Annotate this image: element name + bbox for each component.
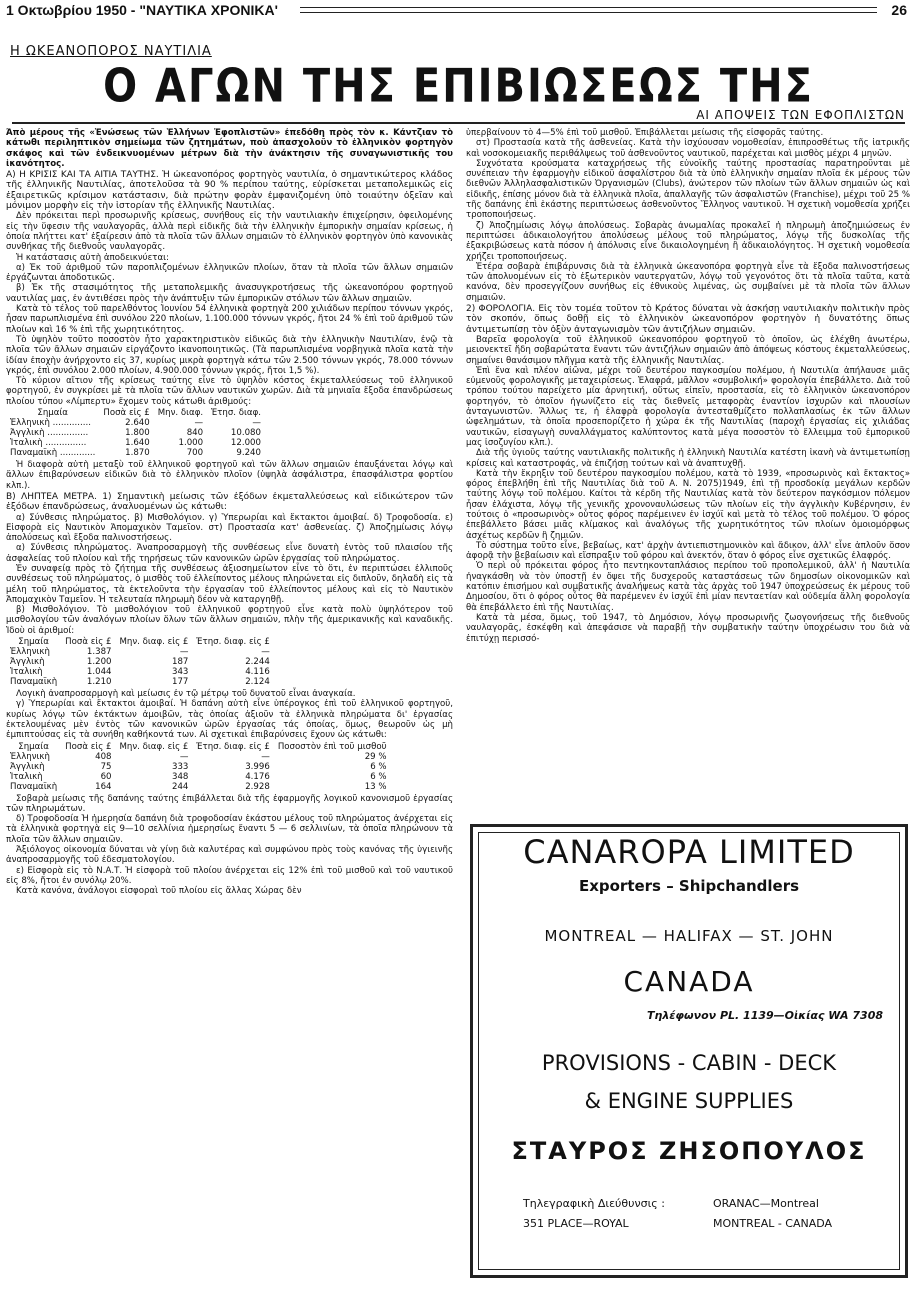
- table-cell: —: [194, 418, 204, 429]
- table-row: [6, 782, 391, 792]
- ad-city-line: MONTREAL - CANADA: [713, 1217, 833, 1230]
- table-row: [6, 657, 274, 667]
- table-cell: 700: [186, 448, 204, 459]
- table-cell: 1.044: [86, 667, 112, 678]
- table-row: [6, 448, 265, 458]
- table-row: [6, 677, 274, 687]
- right-paragraph-11: Τὸ σύστημα τοῦτο εἶνε, βεβαίως, κατ' ἀρχὴν ἀντιεπιστημονικὸν καὶ ἄδικον, ἀλλ' εἶνε ἁπλοῦν ὅσον ἀφορᾷ τὴν βεβαίωσιν καὶ εἴσπραξιν τοῦ φόρου καὶ ἀνεκτόν, ὅταν ὁ φόρος εἶνε σχετικῶς ἐλαφρός.: [466, 540, 910, 562]
- table-cell: 1.387: [86, 647, 112, 658]
- table-header: Μην. διαφ. εἰς £: [119, 741, 189, 752]
- ad-telegraph-label: Τηλεγραφικὴ Διεύθυνσις :: [523, 1197, 665, 1210]
- left-paragraph-9: Ἡ διαφορὰ αὐτὴ μεταξὺ τοῦ ἑλληνικοῦ φορτηγοῦ καὶ τῶν ἄλλων σημαιῶν ἐπαυξάνεται λόγῳ καὶ ἄλλων ἐπιβαρύνσεων εἰδικῶν διὰ τὸ ἑλληνικὸν πλοῖον (ὑψηλὰ ἀσφάλιστρα, ἐπασφάλιστρα φορτίου κλπ.).: [6, 460, 453, 491]
- table-header: Ἐτησ. διαφ. εἰς £: [196, 741, 270, 752]
- table-cell: 244: [172, 781, 189, 792]
- left-paragraph-20: ε) Εἰσφορὰ εἰς τὸ Ν.Α.Τ. Ἡ εἰσφορὰ τοῦ πλοίου ἀνέρχεται εἰς 12% ἐπὶ τοῦ μισθοῦ καὶ τοῦ ναυτικοῦ εἰς 8%, ἤτοι ἐν συνόλῳ 20%.: [6, 865, 453, 886]
- ad-company-name: CANAROPA LIMITED: [523, 833, 855, 871]
- table-cell: Ἑλληνικὴ: [10, 751, 50, 762]
- table-header: Ἐτησ. διαφ. εἰς £: [196, 637, 270, 648]
- ad-telegraph-value: ORANAC—Montreal: [713, 1197, 819, 1210]
- table-cell: 9.240: [236, 448, 261, 459]
- salary-table: [6, 637, 274, 687]
- table-cell: 12.000: [230, 438, 261, 449]
- left-paragraph-12: α) Σύνθεσις πληρώματος. Ἀναπροσαρμογὴ τῆς συνθέσεως εἶνε δυνατὴ ἐντὸς τοῦ πλαισίου τῆς ἀσφαλείας τοῦ πλοίου καὶ τῆς τηρήσεως τῶν κανονικῶν ὡρῶν ἐργασίας τοῦ πληρώματος.: [6, 543, 453, 564]
- page-number: 26: [891, 2, 907, 18]
- table-header: Μην. διαφ.: [157, 408, 204, 419]
- table-cell: 177: [172, 677, 189, 688]
- table-cell: Ἰταλικὴ: [10, 667, 43, 678]
- table-row: [6, 428, 265, 438]
- left-column: [6, 128, 453, 1278]
- table-cell: 408: [95, 751, 112, 762]
- left-paragraph-21: Κατὰ κανόνα, ἀνάλογοι εἰσφοραὶ τοῦ πλοίου εἰς ἄλλας Χώρας δὲν: [16, 886, 302, 897]
- table-row: [6, 762, 391, 772]
- right-paragraph-7: Βαρεῖα φορολογία τοῦ ἑλληνικοῦ ὠκεανοπόρου φορτηγοῦ τὸ ὁποῖον, ὡς ἐλέχθη ἀνωτέρω, μειονεκτεῖ ἤδη σοβαρώτατα ἔναντι τῶν ἀντιζήλων σημαιῶν ἀπὸ ἀπόψεως κόστους ἐκμεταλλεύσεως, σημαίνει θανάσιμον πλῆγμα κατὰ τῆς ἑλληνικῆς Ναυτιλίας.: [466, 334, 910, 366]
- table-cell: 1.210: [86, 677, 112, 688]
- right-column: [466, 128, 910, 814]
- ad-street: 351 PLACE—ROYAL: [523, 1217, 629, 1230]
- table-cell: 4.176: [245, 771, 270, 782]
- table-cell: 6 %: [370, 771, 387, 782]
- ad-phone: Τηλέφωνον PL. 1139—Οἰκίας WA 7308: [647, 1009, 883, 1022]
- table-cell: 187: [172, 657, 189, 668]
- table-cell: 2.928: [245, 781, 270, 792]
- table-header: Ποσὰ εἰς £: [103, 408, 150, 419]
- table-cell: —: [252, 418, 261, 429]
- left-paragraph-6: Κατὰ τὸ τέλος τοῦ παρελθόντος Ἰουνίου 54 ἑλληνικὰ φορτηγὰ 200 χιλιάδων περίπου τόννων γκρός, ἦσαν παρωπλισμένα ἐπὶ συνόλου 220 πλοίων, 1.100.000 τόννων γκρός, ἤτοι 24 % ἐπὶ τοῦ ἀριθμοῦ τῶν πλοίων καὶ 16 % ἐπὶ τῆς χωρητικότητος.: [6, 304, 453, 335]
- lead-paragraph: Ἀπὸ μέρους τῆς «Ἑνώσεως τῶν Ἑλλήνων Ἐφοπλιστῶν» ἐπεδόθη πρὸς τὸν κ. Κάντζιαν τὸ κάτωθι περιληπτικὸν σημείωμα τῶν ζητημάτων, ποὺ ἀπασχολοῦν τὸ ἑλληνικὸν φορτηγὸν σκάφος καὶ τῶν ἐνδεικνυομένων μέτρων διὰ τὴν ἀνάκτησιν τῆς συναγωνιστικῆς του ἱκανότητος.: [6, 128, 453, 169]
- right-paragraph-13: Κατὰ τὰ μέσα, ὅμως, τοῦ 1947, τὸ Δημόσιον, λόγῳ προσωρινῆς ζωογονήσεως τῆς διεθνοῦς ναυλαγορᾶς, ἐσκέφθη καὶ ἀπεφάσισε νὰ παραβῇ τὴν συμβατικὴν ταύτην ὑποχρέωσιν του διὰ νὰ ἐπιτύχῃ περισσό-: [466, 612, 910, 644]
- table-cell: Παναμαϊκὴ .............: [10, 448, 96, 459]
- table-cell: 164: [95, 781, 112, 792]
- ad-owner-name: ΣΤΑΥΡΟΣ ΖΗΣΟΠΟΥΛΟΣ: [511, 1137, 867, 1165]
- left-paragraph-5: β) Ἐκ τῆς στασιμότητος τῆς μεταπολεμικῆς ἀνασυγκροτήσεως τῆς ὠκεανοπόρου φορτηγοῦ ναυτιλίας μας, ἐν ἀντιθέσει πρὸς τὴν ἀνάπτυξιν τῶν ἐμπορικῶν στόλων τῶν ἄλλων σημαιῶν.: [6, 283, 453, 304]
- table-row: [6, 752, 391, 762]
- table-header: Ποσὰ εἰς £: [65, 741, 112, 752]
- table-header: Σημαία: [37, 408, 68, 419]
- table-header: Ποσοστὸν ἐπὶ τοῦ μισθοῦ: [277, 741, 387, 752]
- left-paragraph-11: α) Σύνθεσις πληρώματος. β) Μισθολόγιον. γ) Ὑπερωρίαι καὶ ἔκτακτοι ἀμοιβαί. δ) Τροφοδοσία. ε) Εἰσφορὰ εἰς Ναυτικὸν Ἀπομαχικὸν Ταμεῖον. στ) Προστασία κατ' ἀσθενείας. ζ) Ἀποζημίωσις λόγῳ ἀπολύσεως καὶ ἔξοδα παλινοστήσεως.: [6, 512, 453, 544]
- right-paragraph-3: Συχνότατα κρούσματα καταχρήσεως τῆς εὐνοϊκῆς ταύτης προστασίας παρατηροῦνται μὲ συνέπειαν τὴν ἐφαρμογὴν εἰδικοῦ ἀσφαλίστρου διὰ τὰ ὑπὸ ἑλληνικὴν σημαίαν πλοῖα ἐκ μέρους τῶν διεθνῶν Ἀλληλασφαλιστικῶν Ὀργανισμῶν (Clubs), ἀνώτερον τῶν πλοίων τῶν ἄλλων σημαιῶν ὡς καὶ εἰδικῆς, ἐπίσης μόνον διὰ τὰ ἑλληνικὰ πλοῖα, ἀπαλλαγῆς τῶν ἀσφαλιστῶν (Franchise), μέχρι τοῦ 25 % τῆς δαπάνης ἐπὶ ἑκάστης περιπτώσεως ἀσθενοῦντος Ἕλληνος ναυτικοῦ. Ἡ σχετικὴ νομοθεσία χρήζει τροποποιήσεως.: [466, 158, 910, 221]
- ad-engine-supplies: & ENGINE SUPPLIES: [584, 1089, 794, 1113]
- table-header: Σημαία: [18, 637, 49, 648]
- left-paragraph-13: Ἐν συναφείᾳ πρὸς τὸ ζήτημα τῆς συνθέσεως ἀξιοσημείωτον εἶνε τὸ ὅτι, ἐν περιπτώσει ἐλλιποῦς συνθέσεως τοῦ πληρώματος, ὁ μισθὸς τοῦ ἐλλείποντος μέλους πληρώνεται εἰς διπλοῦν, δηλαδὴ εἰς τὰ μέλη τοῦ πληρώματος, τὰ ἐκτελοῦντα τὴν ἐργασίαν τοῦ ἐλλείποντος μέλους καὶ εἰς τὸ Ναυτικὸν Ἀπομαχικὸν Ταμεῖον. Ἡ τελευταία πληρωμὴ δέον νὰ καταργηθῇ.: [6, 563, 453, 605]
- crew-cost-table: [6, 408, 265, 458]
- issue-line: 1 Οκτωβρίου 1950 - "ΝΑΥΤΙΚΑ ΧΡΟΝΙΚΑ': [6, 2, 278, 18]
- table-cell: Ἀγγλικὴ ...............: [10, 428, 89, 439]
- left-paragraph-8: Τὸ κύριον αἴτιον τῆς κρίσεως ταύτης εἶνε τὸ ὑψηλὸν κόστος ἐκμεταλλεύσεως τοῦ ἑλληνικοῦ φορτηγοῦ, ἐν συγκρίσει μὲ τὰ πλοῖα τῶν ἄλλων ναυτικῶν χωρῶν. Διὰ τὰ μηνιαῖα ἔξοδα ἐπανδρώσεως πλοίου τύπου «Λίμπερτυ» ἔχομεν τοὺς κάτωθι ἀριθμούς:: [6, 376, 453, 407]
- left-paragraph-4: α) Ἐκ τοῦ ἀριθμοῦ τῶν παροπλιζομένων ἑλληνικῶν πλοίων, ὅταν τὰ πλοῖα τῶν ἄλλων σημαιῶν ἐργάζωνται ἀποδοτικῶς.: [6, 262, 453, 284]
- right-paragraph-12: Ὁ περὶ οὗ πρόκειται φόρος ἦτο πεντηκονταπλάσιος περίπου τοῦ προπολεμικοῦ, ἀλλ' ἡ Ναυτιλία ἠναγκάσθη νὰ τὸν ὑποστῇ ἐν ὄψει τῆς δυσχεροῦς καταστάσεως τῶν δημοσίων οἰκονομικῶν καὶ κατόπιν ἐπισήμου καὶ συμβατικῆς ἀναλήψεως κατὰ τὰς ἀρχὰς τοῦ 1947 ὑποχρεώσεως ἐκ μέρους τοῦ Δημοσίου, ὅτι ὁ φόρος οὗτος θὰ παρέμενεν ἐν ἰσχύϊ ἐπὶ μίαν πενταετίαν καὶ οὐδεμία ἄλλη φορολογία θὰ ἐπεβάλλετο ἐπὶ τῆς Ναυτιλίας.: [466, 561, 910, 613]
- table-cell: Παναμαϊκὴ: [10, 677, 58, 688]
- table-cell: —: [179, 647, 189, 658]
- table-row: [6, 418, 265, 428]
- subheadline-rule: [12, 122, 905, 124]
- table-cell: —: [261, 751, 270, 762]
- left-paragraph-2: Δὲν πρόκειται περὶ προσωρινῆς κρίσεως, συνήθους εἰς τὴν ναυτιλιακὴν ἐπιχείρησιν, ὀφειλομένης εἰς τὴν ὕφεσιν τῆς ναυλαγορᾶς, ἀλλὰ περὶ εἰδικῆς διὰ τὴν ἑλληνικὴν ἐμπορικὴν σημαίαν κρίσεως, ἡ ὁποία πλήττει κατ' ἐξαίρεσιν ἀπὸ τὰ πλοῖα τῶν ἄλλων σημαιῶν τὸ ἑλληνικὸν φορτηγὸν ὑπὸ κανονικὰς συνθήκας τῆς διεθνοῦς ναυλαγορᾶς.: [6, 211, 453, 253]
- table-header: Ἐτησ. διαφ.: [211, 408, 261, 419]
- left-paragraph-15: Λογικὴ ἀναπροσαρμογὴ καὶ μείωσις ἐν τῷ μέτρῳ τοῦ δυνατοῦ εἶναι ἀναγκαία.: [16, 689, 356, 700]
- ad-provisions: PROVISIONS - CABIN - DECK: [541, 1051, 837, 1075]
- right-paragraph-10: Κατὰ τὴν ἔκρηξιν τοῦ δευτέρου παγκοσμίου πολέμου, κατὰ τὸ 1939, «προσωρινὸς καὶ ἔκτακτος» φόρος ἐπεβλήθη ἐπὶ τῆς Ναυτιλίας διὰ τοῦ Α. Ν. 2075)1949, ἐπὶ τῇ προσδοκίᾳ μεγάλων κερδῶν ταύτης λόγῳ τοῦ πολέμου. Καίτοι τὰ κέρδη τῆς Ναυτιλίας κατὰ τὸν δεύτερον παγκόσμιον πόλεμον ἦσαν ἐλάχιστα, λόγῳ τῆς γενικῆς χρονοναυλώσεως τῶν πλοίων εἰς τὴν ἀγγλικὴν Κυβέρνησιν, ἐν τούτοις ὁ «προσωρινὸς» οὗτος φόρος παρέμεινεν ἐν ἰσχύϊ καὶ μετὰ τὸ τέλος τοῦ πολέμου. Ὁ φόρος ἐπεβάλλετο βάσει μιᾶς κλίμακος καὶ ἀναλόγως τῆς χωρητικότητος τῶν πλοίων ὁμοιομόρφως ἀσχέτως κερδῶν ἢ ζημιῶν.: [466, 468, 910, 541]
- table-cell: Ἑλληνικὴ: [10, 647, 50, 658]
- canaropa-advertisement: [470, 824, 908, 1278]
- table-cell: —: [261, 647, 270, 658]
- section-label: Η ΩΚΕΑΝΟΠΟΡΟΣ ΝΑΥΤΙΛΙΑ: [10, 44, 212, 59]
- headline: Ο ΑΓΩΝ ΤΗΣ ΕΠΙΒΙΩΣΕΩΣ ΤΗΣ: [103, 60, 814, 113]
- left-paragraph-17: Σοβαρὰ μείωσις τῆς δαπάνης ταύτης ἐπιβάλλεται διὰ τῆς ἐφαρμογῆς λογικοῦ κανονισμοῦ ἐργασίας τῶν πληρωμάτων.: [6, 793, 453, 814]
- table-cell: 1.200: [86, 657, 112, 668]
- overtime-table: [6, 742, 391, 792]
- left-paragraph-7: Τὸ ὑψηλὸν τοῦτο ποσοστὸν ἦτο χαρακτηριστικὸν εἰδικῶς διὰ τὴν ἑλληνικὴν Ναυτιλίαν, ἐνῷ τὰ πλοῖα τῶν ἄλλων σημαιῶν εἰργάζοντο ἱκανοποιητικῶς. (Τὰ παρωπλισμένα νορβηγικὰ πλοῖα κατὰ τὴν ἰδίαν ἐποχὴν ἀνήρχοντο εἰς 37, κυρίως μικρὰ φορτηγὰ κάτω τῶν 2.500 τόννων γκρός, 78.000 τόννων γκρός, ἐπὶ συνόλου 2.000 πλοίων, 4.900.000 τόννων γκρός, ἤτοι 1,5 %).: [6, 334, 453, 376]
- subheadline: ΑΙ ΑΠΟΨΕΙΣ ΤΩΝ ΕΦΟΠΛΙΣΤΩΝ: [696, 108, 905, 122]
- table-header: Σημαία: [18, 741, 49, 752]
- table-cell: 10.080: [230, 428, 261, 439]
- table-row: [6, 772, 391, 782]
- table-cell: Ἰταλικὴ ...............: [10, 438, 87, 449]
- table-cell: 13 %: [364, 781, 387, 792]
- table-cell: 2.244: [245, 657, 270, 668]
- table-header-row: [6, 742, 391, 752]
- left-paragraph-3: Ἡ κατάστασις αὐτὴ ἀποδεικνύεται:: [16, 252, 169, 263]
- table-cell: Ἀγγλικὴ: [10, 657, 45, 668]
- table-cell: 333: [172, 761, 189, 772]
- table-row: [6, 647, 274, 657]
- table-row: [6, 667, 274, 677]
- table-header-row: [6, 637, 274, 647]
- right-paragraph-4: ζ) Ἀποζημίωσις λόγῳ ἀπολύσεως. Σοβαρὰς ἀνωμαλίας προκαλεῖ ἡ πληρωμὴ ἀποζημιώσεως ἐν περιπτώσει ἀδικαιολογήτου ἀπολύσεως μέλους τοῦ πληρώματος, λόγῳ τῆς δυσκολίας τῆς ἐξακριβώσεως κατὰ πόσον ἡ ἀπόλυσις εἶνε δικαιολογημένη ἢ ἀδικαιολόγητος. Ἡ σχετικὴ νομοθεσία χρήζει τροποποιήσεως.: [466, 220, 910, 262]
- table-cell: 2.124: [245, 677, 270, 688]
- left-paragraph-18: δ) Τροφοδοσία Ἡ ἡμερησία δαπάνη διὰ τροφοδοσίαν ἑκάστου μέλους τοῦ πληρώματος ἀνέρχεται εἰς τὰ ἑλληνικὰ φορτηγὰ εἰς 9—10 σελλίνια ἡμερησίως ἔναντι 5 — 6 σελλινίων, τὰ ὁποῖα πληρώνουν τὰ πλοῖα τῶν ἄλλων σημαιῶν.: [6, 814, 453, 845]
- table-cell: 29 %: [364, 751, 387, 762]
- left-paragraph-19: Ἀξιόλογος οἰκονομία δύναται νὰ γίνῃ διὰ καλυτέρας καὶ συμφώνου πρὸς τοὺς κανόνας τῆς ὑγιεινῆς ἀναπροσαρμογῆς τοῦ ἐδεσματολογίου.: [6, 845, 453, 866]
- table-cell: Παναμαϊκὴ: [10, 781, 58, 792]
- table-header: Μην. διαφ. εἰς £: [119, 637, 189, 648]
- ad-cities: MONTREAL — HALIFAX — ST. JOHN: [544, 927, 834, 945]
- table-cell: 2.640: [125, 418, 150, 429]
- table-cell: 75: [100, 761, 112, 772]
- table-cell: 4.116: [245, 667, 270, 678]
- table-header: Ποσὰ εἰς £: [65, 637, 112, 648]
- table-cell: Ἰταλικὴ: [10, 771, 43, 782]
- table-cell: Ἀγγλικὴ: [10, 761, 45, 772]
- right-paragraph-6: 2) ΦΟΡΟΛΟΓΙΑ. Εἰς τὸν τομέα τοῦτον τὸ Κράτος δύναται νὰ ἀσκήσῃ ναυτιλιακὴν πολιτικὴν πρὸς τὸν σκοπόν, ὅπως δοθῇ εἰς τὸ ἑλληνικὸν ὠκεανοπόρον φορτηγὸν ἡ δυνατότης ὅπως ἀντιμετωπίσῃ τὸν ὀξὺν ἀνταγωνισμὸν τῶν ἀντιζήλων σημαιῶν.: [466, 304, 910, 335]
- right-paragraph-2: στ) Προστασία κατὰ τῆς ἀσθενείας. Κατὰ τὴν ἰσχύουσαν νομοθεσίαν, ἐπιπροσθέτως τῆς ἰατρικῆς καὶ νοσοκομειακῆς περιθάλψεως τοῦ ἀσθενοῦντος ναυτικοῦ, παρέχεται καὶ μισθὸς μέχρι 4 μηνῶν.: [466, 138, 910, 159]
- table-cell: 6 %: [370, 761, 387, 772]
- ad-country: CANADA: [623, 965, 755, 998]
- right-paragraph-5: Ἑτέρα σοβαρὰ ἐπιβάρυνσις διὰ τὰ ἑλληνικὰ ὠκεανοπόρα φορτηγὰ εἶνε τὰ ἔξοδα παλινοστήσεως τῶν ἀπολυομένων εἰς τὸ ἐξωτερικὸν ναυτεργατῶν, λόγῳ τοῦ γεγονότος ὅτι τὰ πλοῖα ταῦτα, κατὰ κανόνα, δὲν προσεγγίζουν συνήθως εἰς ἐθνικοὺς λιμένας, ὡς συμβαίνει μὲ τὰ πλοῖα τῶν ἄλλων σημαιῶν.: [466, 261, 910, 303]
- table-header-row: [6, 408, 265, 418]
- table-row: [6, 438, 265, 448]
- table-cell: 3.996: [245, 761, 270, 772]
- left-paragraph-16: γ) Ὑπερωρίαι καὶ ἔκτακτοι ἀμοιβαί. Ἡ δαπάνη αὐτὴ εἶνε ὑπέρογκος ἐπὶ τοῦ ἑλληνικοῦ φορτηγοῦ, κυρίως λόγῳ τῶν ἐκτάκτων ἀμοιβῶν, τὰς ὁποίας ἀξιοῦν τὰ ἑλληνικὰ πληρώματα δι' ἐργασίας ἐκτελουμένας μὲν ἐντὸς τῶν κανονικῶν ὡρῶν ἐργασίας τάς ὁποίας, ὅμως, θεωροῦν ὡς μὴ ἐμπιπτούσας εἰς τὰ συνήθη καθήκοντά των. Αἱ σχετικαὶ ἐπιβαρύνσεις ἔχουν ὡς κάτωθι:: [6, 699, 453, 741]
- header-rule: [300, 7, 877, 13]
- table-cell: 348: [172, 771, 189, 782]
- ad-tagline: Exporters – Shipchandlers: [578, 877, 800, 895]
- left-paragraph-10: Β) ΛΗΠΤΕΑ ΜΕΤΡΑ. 1) Σημαντικὴ μείωσις τῶν ἐξόδων ἐκμεταλλεύσεως καὶ εἰδικώτερον τῶν ἐξόδων ἐπανδρώσεως, ἀναλυομένων ὡς κάτωθι:: [6, 491, 453, 513]
- table-cell: 840: [186, 428, 204, 439]
- table-cell: 343: [172, 667, 189, 678]
- table-cell: 1.640: [125, 438, 150, 449]
- table-cell: 1.800: [125, 428, 150, 439]
- table-cell: 1.000: [178, 438, 204, 449]
- page-header: [0, 0, 917, 24]
- table-cell: 60: [100, 771, 112, 782]
- table-cell: 1.870: [125, 448, 150, 459]
- table-cell: —: [179, 751, 189, 762]
- right-paragraph-8: Ἐπὶ ἕνα καὶ πλέον αἰῶνα, μέχρι τοῦ δευτέρου παγκοσμίου πολέμου, ἡ Ναυτιλία ἀπήλαυσε μιᾶς εὐμενοῦς φορολογικῆς μεταχειρίσεως. Ἐλαφρά, μᾶλλον «συμβολική» φορολογία ἐπεβάλλετο. Διὰ τοῦ τρόπου τούτου παρείχετο μία ἀρνητική, οὕτως εἰπεῖν, προστασία, εἰς τὸ ἑλληνικὸν ὠκεανοπόρον φορτηγόν, τὸ ὁποῖον ἠγωνίζετο εἰς τὰς διεθνεῖς μεταφορὰς ἐναντίον ἰσχυρῶν καὶ πλουσίων ἀνταγωνιστῶν. Ἄλλως τε, ἡ ἐλαφρὰ φορολογία ἀντεσταθμίζετο πολλαπλασίως ἐκ τῶν ἄλλων ὠφελημάτων, τὰ ὁποῖα προσεπορίζετο ἡ χώρα ἐκ τῆς Ναυτιλίας (παροχὴ ἐργασίας εἰς χιλιάδας ναυτικῶν, εἰσαγωγὴ συναλλάγματος καλύπτοντος κατὰ μέγα ποσοστὸν τὸ ἔλλειμμα τοῦ ἐμπορικοῦ μας ἰσοζυγίου κλπ.).: [466, 365, 910, 448]
- left-paragraph-1: Α) Η ΚΡΙΣΙΣ ΚΑΙ ΤΑ ΑΙΤΙΑ ΤΑΥΤΗΣ. Ἡ ὠκεανοπόρος φορτηγὸς ναυτιλία, ὁ σημαντικώτερος κλάδος τῆς ἑλληνικῆς Ναυτιλίας, ἀποτελοῦσα τὰ 90 % περίπου ταύτης, εὑρίσκεται μεταπολεμικῶς εἰς ἐξαιρετικῶς κρίσιμον κατάστασιν, διὰ πρώτην φορὰν ἐμφανιζομένη ὑπὸ τοιαύτην ὀξεῖαν καὶ μόνιμον μορφὴν εἰς τὴν ἱστορίαν τῆς ἑλληνικῆς Ναυτιλίας.: [6, 170, 453, 212]
- right-paragraph-1: ὑπερβαίνουν τὸ 4—5% ἐπὶ τοῦ μισθοῦ. Ἐπιβάλλεται μείωσις τῆς εἰσφορᾶς ταύτης.: [466, 128, 824, 138]
- left-paragraph-14: β) Μισθολόγιον. Τὸ μισθολόγιον τοῦ ἑλληνικοῦ φορτηγοῦ εἶνε κατὰ πολὺ ὑψηλότερον τοῦ μισθολογίου τῶν ἀναλόγων πλοίων ὅλων τῶν ἄλλων σημαιῶν, πλὴν τῆς ἀμερικανικῆς καὶ καναδικῆς. Ἰδοὺ οἱ ἀριθμοί:: [6, 605, 453, 636]
- table-cell: Ἑλληνικὴ ..............: [10, 418, 91, 429]
- right-paragraph-9: Διὰ τῆς ὑγιοῦς ταύτης ναυτιλιακῆς πολιτικῆς ἡ ἑλληνικὴ Ναυτιλία κατέστη ἱκανὴ νὰ ἀντιμετωπίσῃ κρίσεις καὶ καταστροφάς, νὰ ἐπιζήσῃ τούτων καὶ νὰ ἀναπτυχθῇ.: [466, 448, 910, 469]
